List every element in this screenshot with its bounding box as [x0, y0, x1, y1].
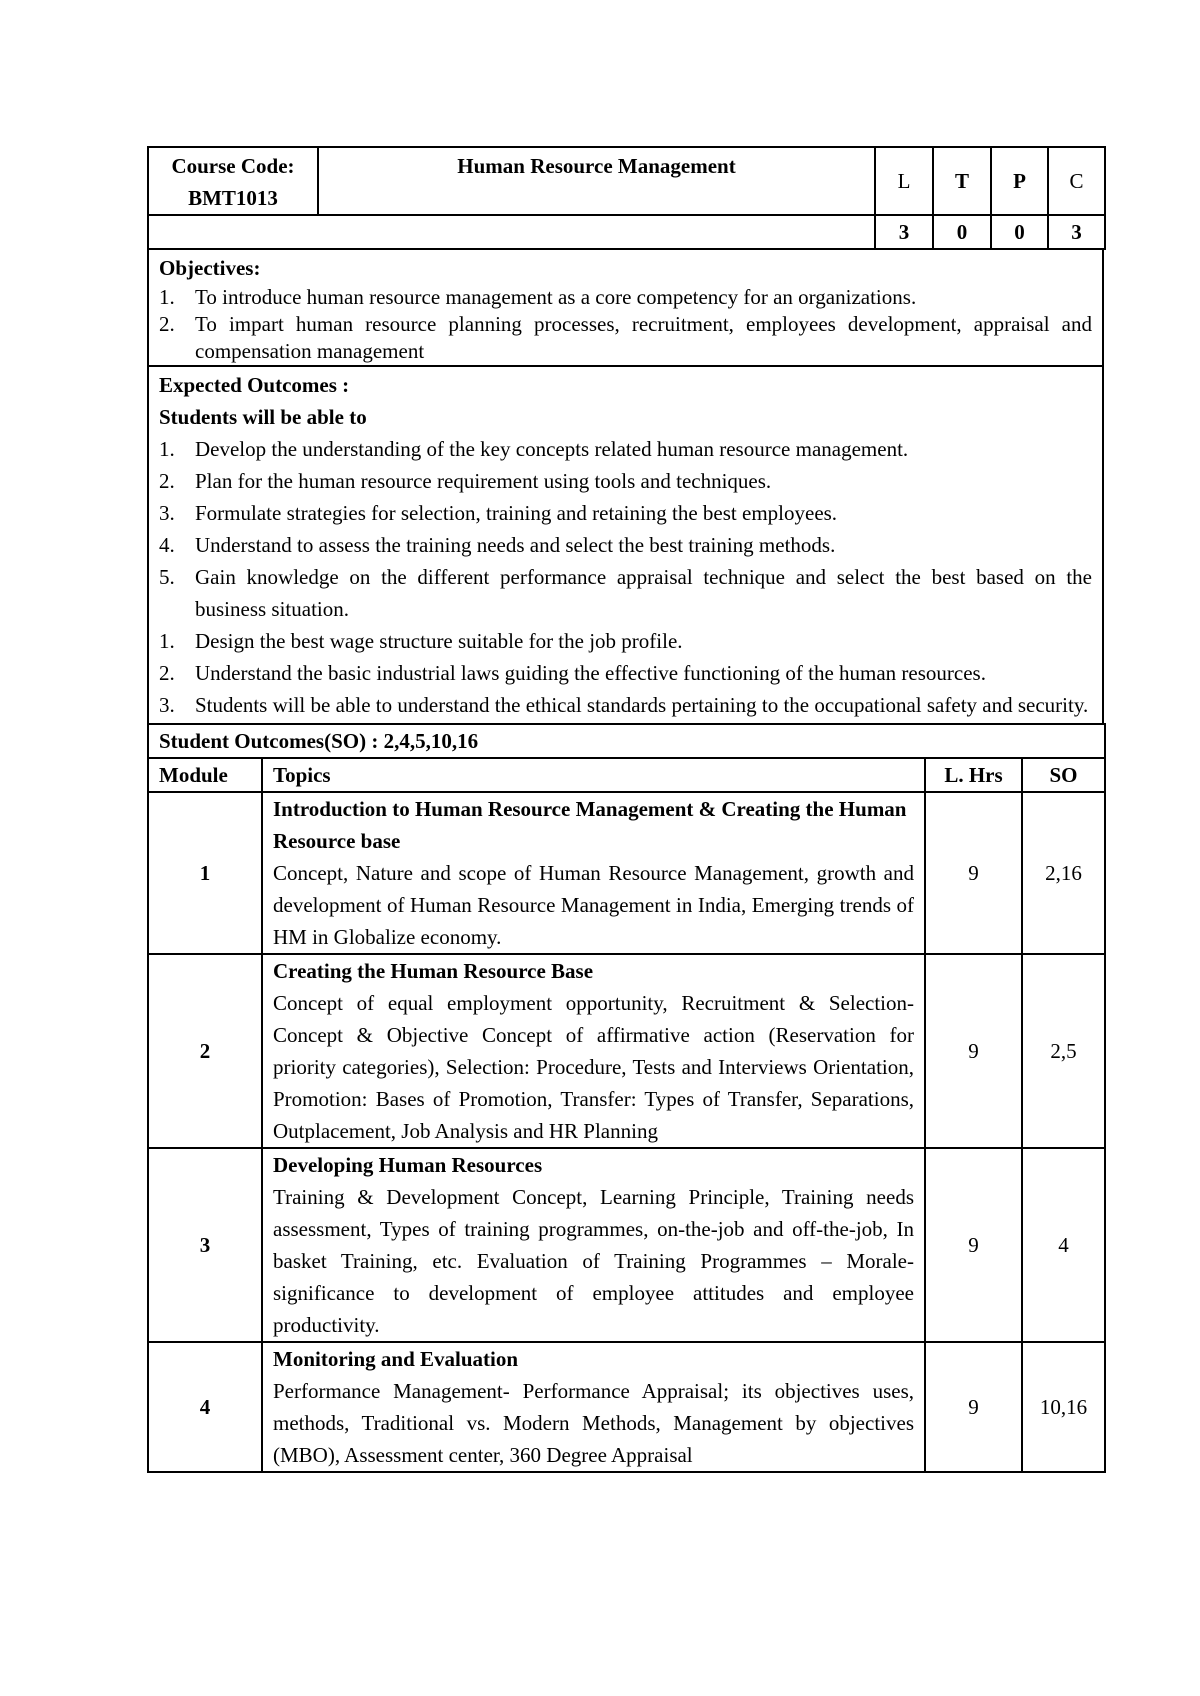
ltpc-value-c: 3	[1048, 215, 1105, 249]
module-body: Performance Management- Performance Appraisal; its objectives uses, methods, Traditional vs. Modern Methods, Management by objectives (MBO), Assessment center, 360 Degree Appraisal	[273, 1379, 914, 1467]
table-row	[148, 1342, 1105, 1472]
list-item: 4. Understand to assess the training needs and select the best training methods.	[159, 533, 836, 557]
module-so: 2,16	[1022, 792, 1105, 954]
ltpc-label-p: P	[991, 147, 1048, 215]
ltpc-value-l: 3	[875, 215, 933, 249]
table-row	[148, 954, 1105, 1148]
module-so: 2,5	[1022, 954, 1105, 1148]
course-code-label: Course Code:	[171, 154, 295, 178]
module-so: 4	[1022, 1148, 1105, 1342]
col-header-hours: L. Hrs	[925, 758, 1022, 792]
module-number: 2	[148, 954, 262, 1148]
ltpc-blank-cell	[148, 215, 875, 249]
col-header-module: Module	[148, 758, 262, 792]
table-row	[148, 792, 1105, 954]
module-body: Training & Development Concept, Learning Principle, Training needs assessment, Types of training programmes, on-the-job and off-the-job, In basket Training, etc. Evaluation of Training Programmes – Morale- significance to development of employee attitudes and employee productivity.	[273, 1185, 914, 1337]
module-hours: 9	[925, 954, 1022, 1148]
module-title: Creating the Human Resource Base	[273, 959, 594, 983]
list-item: 1. To introduce human resource management as a core competency for an organizations.	[159, 285, 917, 309]
module-body: Concept, Nature and scope of Human Resource Management, growth and development of Human Resource Management in India, Emerging trends of HM in Globalize economy.	[273, 861, 914, 949]
course-code: BMT1013	[188, 186, 278, 210]
module-hours: 9	[925, 1342, 1022, 1472]
outcomes-subheading: Students will be able to	[159, 405, 367, 429]
module-body: Concept of equal employment opportunity, Recruitment & Selection-Concept & Objective Concept of affirmative action (Reservation for priority categories), Selection: Procedure, Tests and Interviews Orientation, Promotion: Bases of Promotion, Transfer: Types of Transfer, Separations, Outplacement, Job Analysis and HR Planning	[273, 991, 914, 1143]
module-number: 1	[148, 792, 262, 954]
outcomes-cell	[148, 366, 1103, 724]
outcomes-heading: Expected Outcomes :	[159, 373, 350, 397]
student-outcomes: Student Outcomes(SO) : 2,4,5,10,16	[148, 724, 1105, 758]
module-title: Monitoring and Evaluation	[273, 1347, 519, 1371]
list-item: 2. Understand the basic industrial laws guiding the effective functioning of the human resources.	[159, 661, 986, 685]
module-title: Introduction to Human Resource Management & Creating the Human Resource base	[273, 797, 907, 853]
module-hours: 9	[925, 792, 1022, 954]
module-topics	[262, 792, 925, 954]
list-item: 2. Plan for the human resource requirement using tools and techniques.	[159, 469, 772, 493]
course-header-table	[147, 146, 1106, 250]
module-hours: 9	[925, 1148, 1022, 1342]
ltpc-label-t: T	[933, 147, 991, 215]
course-code-cell	[148, 147, 318, 215]
outcomes-list	[159, 433, 1092, 721]
list-item: 1. Develop the understanding of the key concepts related human resource management.	[159, 437, 909, 461]
ltpc-label-l: L	[875, 147, 933, 215]
module-number: 3	[148, 1148, 262, 1342]
list-item: 3. Formulate strategies for selection, training and retaining the best employees.	[159, 501, 838, 525]
ltpc-label-c: C	[1048, 147, 1105, 215]
module-topics	[262, 1148, 925, 1342]
col-header-topics: Topics	[262, 758, 925, 792]
module-number: 4	[148, 1342, 262, 1472]
module-topics	[262, 1342, 925, 1472]
list-item: 1. Design the best wage structure suitable for the job profile.	[159, 629, 683, 653]
objectives-cell	[148, 249, 1103, 366]
ltpc-value-t: 0	[933, 215, 991, 249]
module-title: Developing Human Resources	[273, 1153, 543, 1177]
list-item: 3. Students will be able to understand the ethical standards pertaining to the occupational safety and security.	[159, 693, 1089, 717]
modules-table	[147, 723, 1106, 1473]
module-so: 10,16	[1022, 1342, 1105, 1472]
table-row	[148, 1148, 1105, 1342]
list-item: 5. Gain knowledge on the different performance appraisal technique and select the best based on the business situation.	[159, 565, 1092, 621]
course-title: Human Resource Management	[318, 147, 875, 215]
ltpc-value-p: 0	[991, 215, 1048, 249]
objectives-table	[147, 248, 1104, 725]
list-item: 2. To impart human resource planning processes, recruitment, employees development, appraisal and compensation management	[159, 312, 1092, 363]
objectives-list	[159, 284, 1092, 365]
objectives-heading: Objectives:	[159, 256, 261, 280]
module-topics	[262, 954, 925, 1148]
col-header-so: SO	[1022, 758, 1105, 792]
syllabus-page	[147, 146, 1104, 1473]
